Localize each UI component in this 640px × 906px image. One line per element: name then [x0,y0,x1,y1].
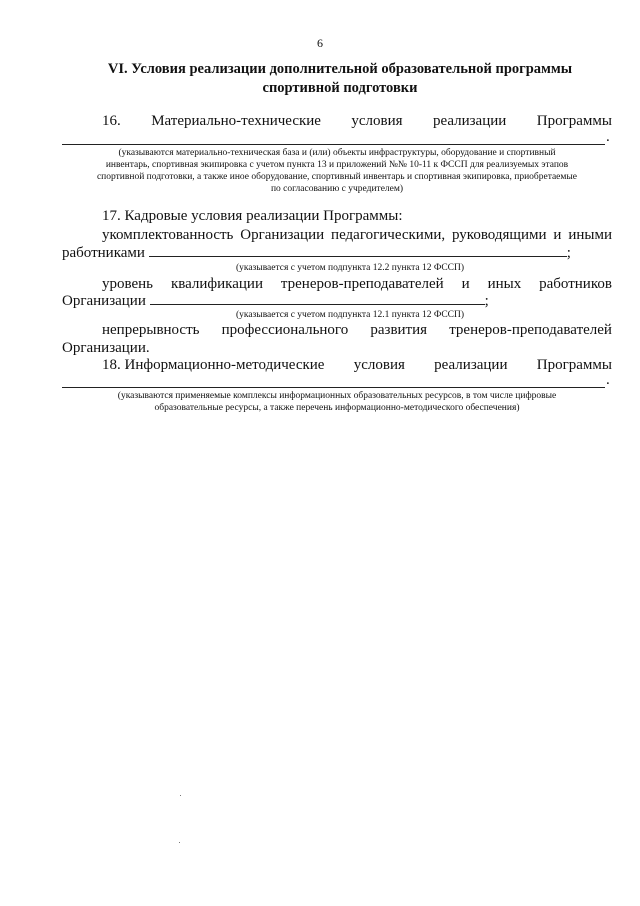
staffing-note: (указывается с учетом подпункта 12.2 пункта 12 ФССП) [235,263,465,273]
item18-word-3: реализации [434,357,508,373]
item18-fill-line [62,387,605,388]
staffing-prefix: работниками [62,245,145,261]
section-heading-line1: VI. Условия реализации дополнительной образовательной программы [107,61,573,77]
item16-word-1: Материально-технические [151,113,321,129]
qual-word-1: уровень [102,276,154,292]
item18-word-4: Программы [536,357,612,373]
item18-end-mark: . [606,372,610,388]
qual-word-2: квалификации [170,276,263,292]
item16-note [62,147,612,195]
qualification-line1 [102,276,612,293]
dev-word-2: профессионального [221,322,349,338]
item17-title: 17. Кадровые условия реализации Программы: [102,208,403,224]
development-line1 [102,322,612,339]
scan-speck [180,795,181,796]
item18-note-line1: (указываются применяемые комплексы информационных образовательных ресурсов, в том числе цифровые [117,391,557,401]
qualification-note: (указывается с учетом подпункта 12.1 пункта 12 ФССП) [235,310,465,320]
section-heading-line2: спортивной подготовки [262,80,418,96]
item16-end-mark: . [606,129,610,145]
item16-word-2: условия [351,113,403,129]
item18-note-line2: образовательные ресурсы, а также перечень информационно-методического обеспечения) [154,403,520,413]
development-line2: Организации. [62,340,150,356]
staffing-end-mark: ; [566,245,571,261]
staffing-line2 [62,245,612,262]
qual-word-5: иных [487,276,522,292]
staffing-line1: укомплектованность Организации педагогическими, руководящими и иными [102,227,612,243]
item16-line [62,113,612,130]
dev-word-4: тренеров-преподавателей [449,322,612,338]
qualification-end-mark: ; [484,293,489,309]
item16-note-line3: спортивной подготовки, а также иное оборудование, спортивный инвентарь и спортивная экипировка, приобретаемые [96,172,578,182]
qual-word-3: тренеров-преподавателей [280,276,444,292]
dev-word-1: непрерывность [102,322,200,338]
qualification-fill-line [150,304,485,305]
item16-note-line4: по согласованию с учредителем) [270,184,404,194]
item18-number: 18. [102,357,121,373]
item16-word-3: реализации [432,113,507,129]
staffing-fill-line [149,256,567,257]
item18-word-2: условия [353,357,405,373]
dev-word-3: развития [370,322,428,338]
item16-fill-line [62,144,605,145]
item16-word-4: Программы [536,113,612,129]
section-heading [60,60,620,98]
qualification-line2 [62,293,612,310]
item16-note-line2: инвентарь, спортивная экипировка с учетом пункта 13 и приложений №№ 10-11 к ФССП для реализуемых этапов [105,160,569,170]
qual-word-6: работников [539,276,612,292]
qual-word-4: и [461,276,470,292]
item16-note-line1: (указываются материально-техническая база и (или) объекты инфраструктуры, оборудование и спортивный [118,148,556,158]
item18-note [62,390,612,414]
item18-word-1: Информационно-методические [124,357,325,373]
scan-speck [179,842,180,843]
item18-number-title [102,357,324,374]
qualification-prefix: Организации [62,293,146,309]
item16-number: 16. [102,113,121,129]
page-number: 6 [317,36,323,50]
item18-line [102,357,612,374]
